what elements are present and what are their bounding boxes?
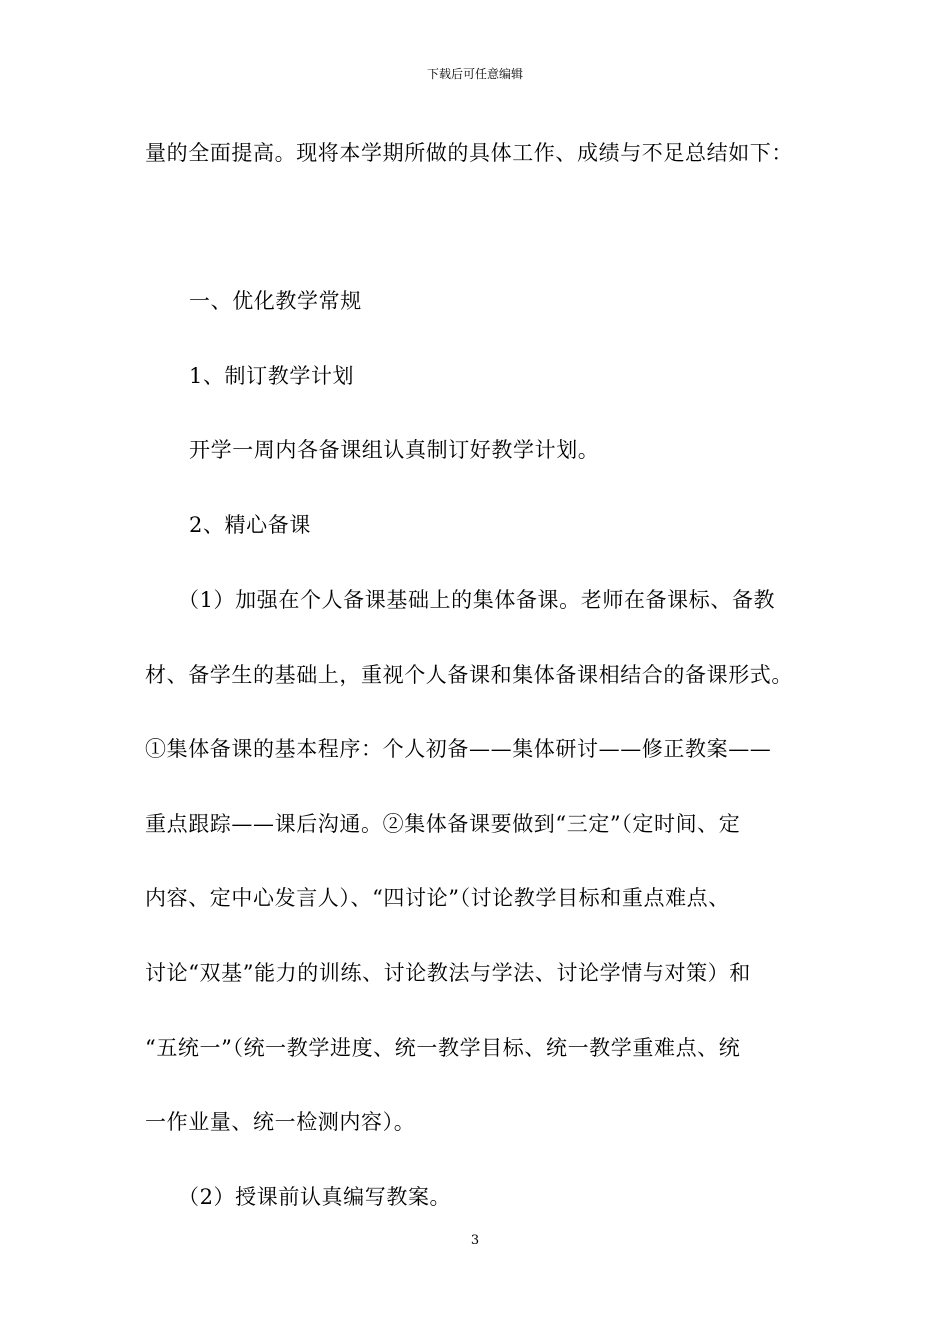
- paragraph-line: 一作业量、统一检测内容）。: [145, 1110, 416, 1134]
- paragraph-line: （2）授课前认真编写教案。: [178, 1185, 452, 1209]
- paragraph-line: 讨论“双基”能力的训练、讨论教法与学法、讨论学情与对策）和: [145, 961, 751, 985]
- section-heading: 一、优化教学常规: [189, 289, 362, 313]
- page-number: 3: [470, 1233, 480, 1248]
- subsection-heading: 2、精心备课: [189, 513, 311, 537]
- paragraph-line: （1）加强在个人备课基础上的集体备课。老师在备课标、备教: [178, 588, 776, 612]
- paragraph-line: ①集体备课的基本程序：个人初备——集体研讨——修正教案——: [145, 737, 772, 761]
- paragraph-line: 内容、定中心发言人）、“四讨论”（讨论教学目标和重点难点、: [145, 886, 730, 910]
- subsection-heading: 1、制订教学计划: [189, 364, 355, 388]
- paragraph-line: “五统一”（统一教学进度、统一教学目标、统一教学重难点、统: [145, 1036, 741, 1060]
- header-note: 下载后可任意编辑: [426, 67, 523, 81]
- paragraph-line: 开学一周内各备课组认真制订好教学计划。: [189, 438, 600, 462]
- paragraph-line: 重点跟踪——课后沟通。②集体备课要做到“三定”（定时间、定: [145, 812, 741, 836]
- paragraph-line: 量的全面提高。现将本学期所做的具体工作、成绩与不足总结如下：: [145, 141, 793, 165]
- paragraph-line: 材、备学生的基础上，重视个人备课和集体备课相结合的备课形式。: [145, 663, 793, 687]
